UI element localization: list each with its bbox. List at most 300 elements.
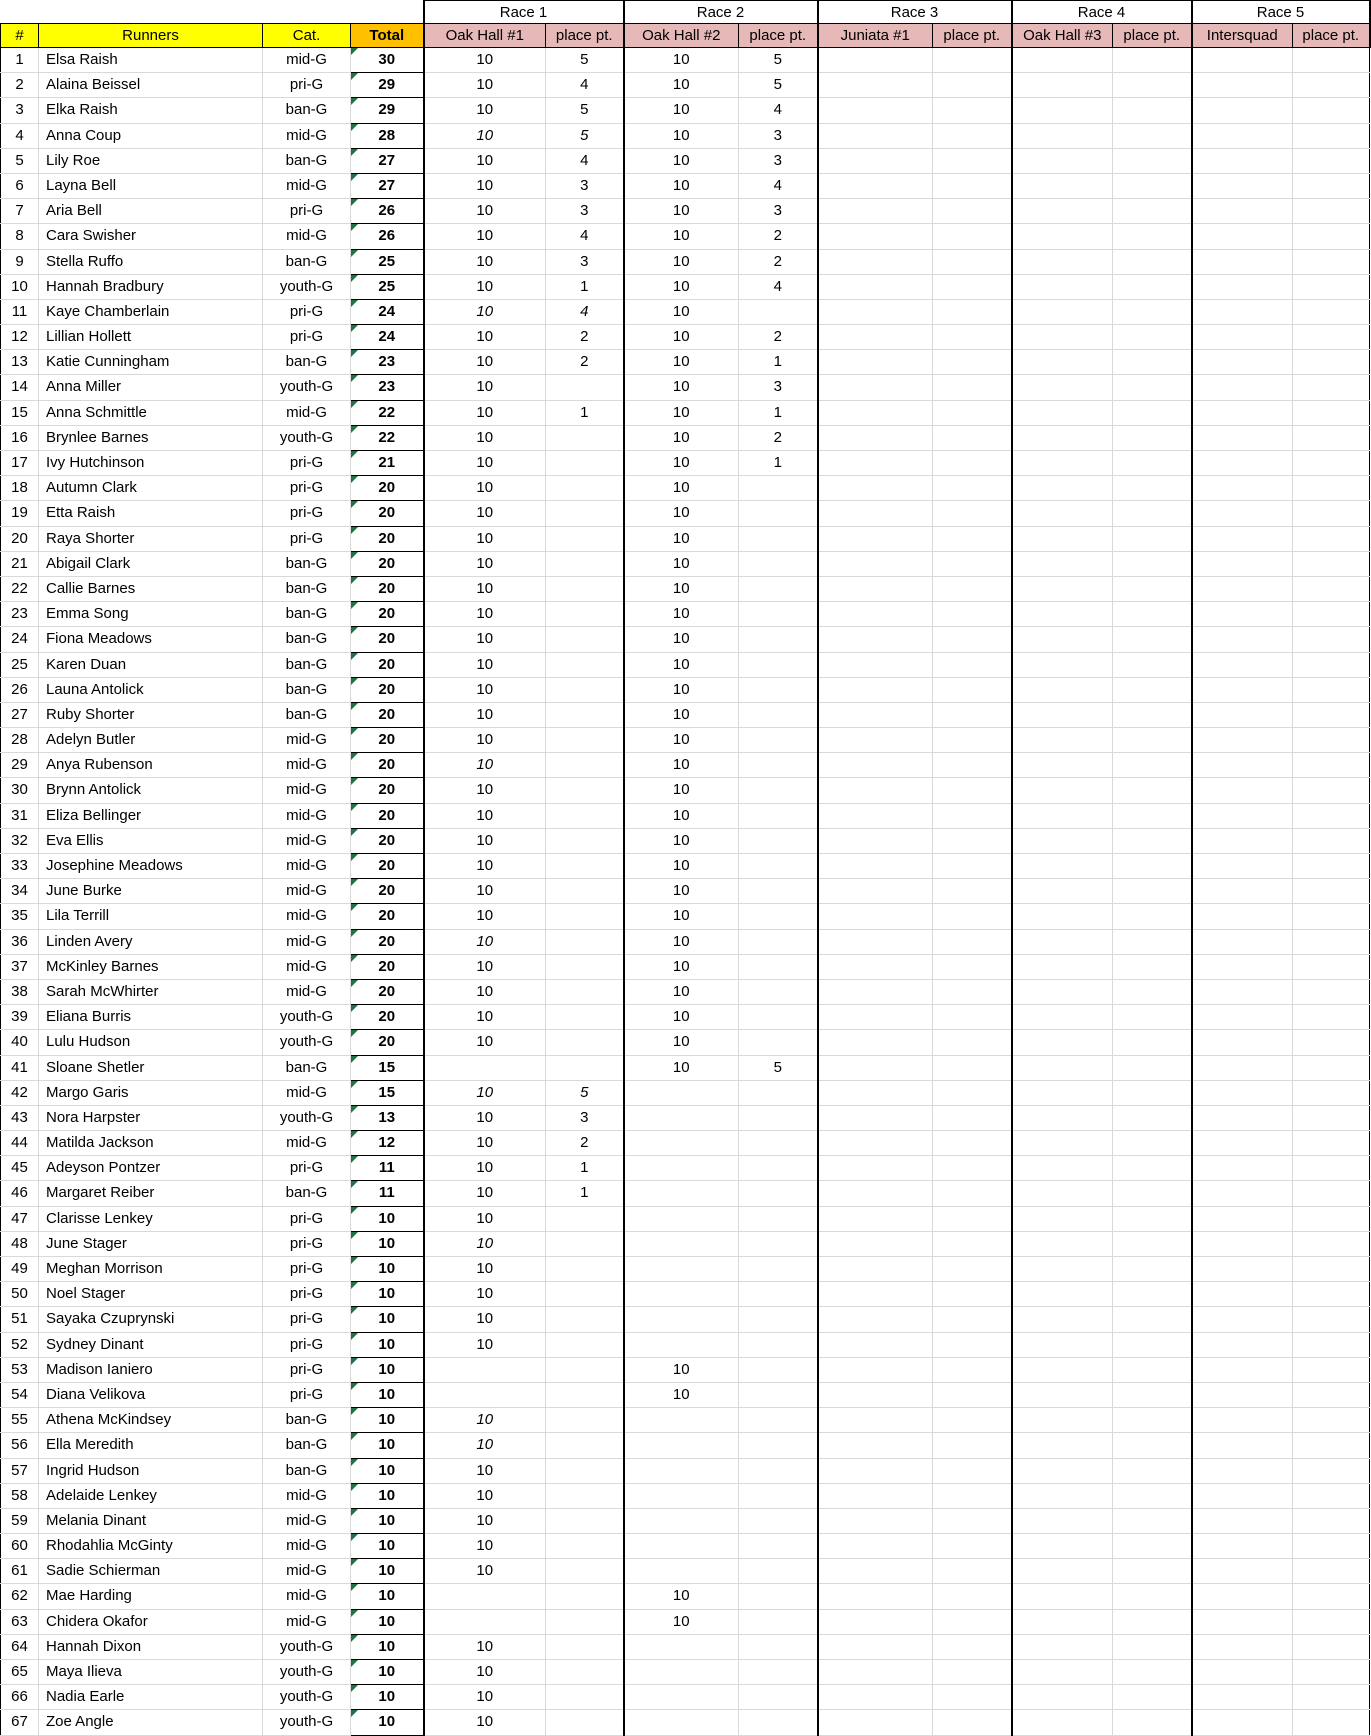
cell-r1p[interactable]: 2 <box>546 350 624 375</box>
cell-name[interactable]: Aria Bell <box>39 199 263 224</box>
cell-r1p[interactable]: 1 <box>546 400 624 425</box>
cell-num[interactable]: 4 <box>1 123 39 148</box>
cell-r1v[interactable]: 10 <box>424 1508 546 1533</box>
cell-num[interactable]: 33 <box>1 854 39 879</box>
cell-r5p[interactable] <box>1293 476 1370 501</box>
cell-total[interactable]: 29 <box>351 73 424 98</box>
cell-r5v[interactable] <box>1192 602 1293 627</box>
cell-name[interactable]: Melania Dinant <box>39 1508 263 1533</box>
cell-r2v[interactable]: 10 <box>624 476 739 501</box>
cell-r1v[interactable]: 10 <box>424 173 546 198</box>
cell-r3v[interactable] <box>818 400 933 425</box>
cell-total[interactable]: 24 <box>351 325 424 350</box>
cell-name[interactable]: Emma Song <box>39 602 263 627</box>
cell-r3p[interactable] <box>933 879 1012 904</box>
cell-r3v[interactable] <box>818 702 933 727</box>
cell-name[interactable]: Hannah Dixon <box>39 1634 263 1659</box>
cell-r5p[interactable] <box>1293 98 1370 123</box>
cell-r4p[interactable] <box>1113 702 1192 727</box>
cell-r2p[interactable] <box>739 1181 818 1206</box>
cell-r2v[interactable] <box>624 1685 739 1710</box>
cell-name[interactable]: Clarisse Lenkey <box>39 1206 263 1231</box>
cell-r3v[interactable] <box>818 274 933 299</box>
cell-r4p[interactable] <box>1113 1483 1192 1508</box>
cell-r4v[interactable] <box>1012 173 1113 198</box>
cell-r2p[interactable] <box>739 1231 818 1256</box>
cell-r5v[interactable] <box>1192 1534 1293 1559</box>
cell-r5v[interactable] <box>1192 1710 1293 1735</box>
cell-cat[interactable]: ban-G <box>263 702 351 727</box>
cell-r1p[interactable] <box>546 1408 624 1433</box>
cell-r2v[interactable]: 10 <box>624 803 739 828</box>
cell-name[interactable]: Nadia Earle <box>39 1685 263 1710</box>
cell-r2v[interactable]: 10 <box>624 1357 739 1382</box>
cell-r3p[interactable] <box>933 652 1012 677</box>
cell-total[interactable]: 20 <box>351 929 424 954</box>
cell-r1p[interactable] <box>546 1559 624 1584</box>
cell-r5v[interactable] <box>1192 98 1293 123</box>
cell-r2v[interactable]: 10 <box>624 123 739 148</box>
cell-total[interactable]: 13 <box>351 1105 424 1130</box>
cell-r2p[interactable] <box>739 1508 818 1533</box>
cell-num[interactable]: 55 <box>1 1408 39 1433</box>
cell-r4p[interactable] <box>1113 1710 1192 1735</box>
cell-cat[interactable]: mid-G <box>263 1609 351 1634</box>
cell-r3v[interactable] <box>818 551 933 576</box>
cell-name[interactable]: Adelyn Butler <box>39 728 263 753</box>
cell-r1v[interactable]: 10 <box>424 1080 546 1105</box>
cell-r3v[interactable] <box>818 1458 933 1483</box>
cell-r4v[interactable] <box>1012 1005 1113 1030</box>
cell-r4p[interactable] <box>1113 476 1192 501</box>
cell-name[interactable]: Sarah McWhirter <box>39 979 263 1004</box>
cell-name[interactable]: Ivy Hutchinson <box>39 451 263 476</box>
cell-total[interactable]: 27 <box>351 148 424 173</box>
cell-r5p[interactable] <box>1293 199 1370 224</box>
cell-r1v[interactable]: 10 <box>424 1307 546 1332</box>
cell-r4p[interactable] <box>1113 451 1192 476</box>
cell-r5v[interactable] <box>1192 576 1293 601</box>
cell-r2p[interactable] <box>739 576 818 601</box>
cell-r1v[interactable]: 10 <box>424 1408 546 1433</box>
cell-r5v[interactable] <box>1192 854 1293 879</box>
cell-r1p[interactable] <box>546 1433 624 1458</box>
cell-total[interactable]: 11 <box>351 1181 424 1206</box>
cell-r4v[interactable] <box>1012 1332 1113 1357</box>
cell-r2v[interactable]: 10 <box>624 576 739 601</box>
cell-r2v[interactable]: 10 <box>624 854 739 879</box>
cell-r4p[interactable] <box>1113 350 1192 375</box>
cell-r2p[interactable] <box>739 1307 818 1332</box>
cell-r2p[interactable] <box>739 677 818 702</box>
cell-r5p[interactable] <box>1293 803 1370 828</box>
cell-num[interactable]: 13 <box>1 350 39 375</box>
cell-r2v[interactable] <box>624 1458 739 1483</box>
cell-r5v[interactable] <box>1192 1458 1293 1483</box>
cell-total[interactable]: 10 <box>351 1382 424 1407</box>
cell-total[interactable]: 20 <box>351 854 424 879</box>
cell-r5v[interactable] <box>1192 904 1293 929</box>
cell-cat[interactable]: mid-G <box>263 879 351 904</box>
cell-r3p[interactable] <box>933 1080 1012 1105</box>
cell-cat[interactable]: ban-G <box>263 1055 351 1080</box>
cell-r3p[interactable] <box>933 1584 1012 1609</box>
cell-r3p[interactable] <box>933 274 1012 299</box>
cell-r5p[interactable] <box>1293 1660 1370 1685</box>
cell-r5p[interactable] <box>1293 425 1370 450</box>
cell-r4v[interactable] <box>1012 652 1113 677</box>
cell-r2p[interactable] <box>739 1005 818 1030</box>
cell-r2p[interactable] <box>739 1483 818 1508</box>
cell-r1p[interactable] <box>546 728 624 753</box>
cell-r5p[interactable] <box>1293 1710 1370 1735</box>
cell-r2p[interactable]: 3 <box>739 148 818 173</box>
cell-r5p[interactable] <box>1293 627 1370 652</box>
cell-name[interactable]: Alaina Beissel <box>39 73 263 98</box>
col-header-race5-placept[interactable]: place pt. <box>1293 24 1370 48</box>
cell-name[interactable]: Rhodahlia McGinty <box>39 1534 263 1559</box>
cell-num[interactable]: 61 <box>1 1559 39 1584</box>
cell-r1p[interactable] <box>546 1483 624 1508</box>
cell-total[interactable]: 10 <box>351 1332 424 1357</box>
cell-r2v[interactable]: 10 <box>624 375 739 400</box>
cell-r3v[interactable] <box>818 1257 933 1282</box>
cell-r1v[interactable]: 10 <box>424 803 546 828</box>
cell-r3v[interactable] <box>818 854 933 879</box>
cell-r1p[interactable] <box>546 929 624 954</box>
cell-r5p[interactable] <box>1293 702 1370 727</box>
cell-r4p[interactable] <box>1113 375 1192 400</box>
cell-num[interactable]: 52 <box>1 1332 39 1357</box>
cell-r2v[interactable] <box>624 1634 739 1659</box>
cell-r3v[interactable] <box>818 48 933 73</box>
cell-name[interactable]: Anna Schmittle <box>39 400 263 425</box>
cell-name[interactable]: Zoe Angle <box>39 1710 263 1735</box>
cell-total[interactable]: 10 <box>351 1206 424 1231</box>
cell-name[interactable]: Raya Shorter <box>39 526 263 551</box>
cell-r5v[interactable] <box>1192 148 1293 173</box>
cell-name[interactable]: Ruby Shorter <box>39 702 263 727</box>
cell-name[interactable]: Linden Avery <box>39 929 263 954</box>
cell-r1p[interactable]: 1 <box>546 1181 624 1206</box>
cell-r4v[interactable] <box>1012 274 1113 299</box>
cell-num[interactable]: 31 <box>1 803 39 828</box>
cell-r4v[interactable] <box>1012 400 1113 425</box>
cell-r2p[interactable] <box>739 1710 818 1735</box>
cell-r3v[interactable] <box>818 98 933 123</box>
cell-r3p[interactable] <box>933 677 1012 702</box>
cell-name[interactable]: Stella Ruffo <box>39 249 263 274</box>
cell-r4p[interactable] <box>1113 1534 1192 1559</box>
cell-r1v[interactable] <box>424 1609 546 1634</box>
cell-name[interactable]: Eva Ellis <box>39 828 263 853</box>
cell-r4p[interactable] <box>1113 1307 1192 1332</box>
cell-r4p[interactable] <box>1113 1005 1192 1030</box>
cell-r2p[interactable]: 4 <box>739 173 818 198</box>
cell-r2p[interactable] <box>739 803 818 828</box>
cell-r4v[interactable] <box>1012 1508 1113 1533</box>
cell-r1p[interactable] <box>546 576 624 601</box>
cell-r4p[interactable] <box>1113 1080 1192 1105</box>
cell-r4p[interactable] <box>1113 753 1192 778</box>
cell-r3v[interactable] <box>818 1408 933 1433</box>
cell-r2p[interactable] <box>739 728 818 753</box>
cell-num[interactable]: 45 <box>1 1156 39 1181</box>
cell-r4p[interactable] <box>1113 224 1192 249</box>
cell-r4v[interactable] <box>1012 1156 1113 1181</box>
cell-num[interactable]: 59 <box>1 1508 39 1533</box>
cell-r4v[interactable] <box>1012 702 1113 727</box>
cell-r4p[interactable] <box>1113 400 1192 425</box>
cell-r2v[interactable]: 10 <box>624 98 739 123</box>
cell-r5v[interactable] <box>1192 1357 1293 1382</box>
cell-r1p[interactable] <box>546 627 624 652</box>
cell-name[interactable]: Cara Swisher <box>39 224 263 249</box>
cell-num[interactable]: 43 <box>1 1105 39 1130</box>
cell-r3p[interactable] <box>933 224 1012 249</box>
cell-r4v[interactable] <box>1012 1357 1113 1382</box>
cell-r5v[interactable] <box>1192 1131 1293 1156</box>
cell-r2p[interactable] <box>739 1559 818 1584</box>
cell-r3p[interactable] <box>933 123 1012 148</box>
cell-r1p[interactable] <box>546 1307 624 1332</box>
cell-r2v[interactable] <box>624 1710 739 1735</box>
cell-num[interactable]: 18 <box>1 476 39 501</box>
cell-r2p[interactable] <box>739 929 818 954</box>
cell-r4v[interactable] <box>1012 451 1113 476</box>
cell-r1v[interactable]: 10 <box>424 728 546 753</box>
cell-cat[interactable]: mid-G <box>263 929 351 954</box>
cell-r3v[interactable] <box>818 325 933 350</box>
cell-r1v[interactable]: 10 <box>424 652 546 677</box>
cell-r5p[interactable] <box>1293 1257 1370 1282</box>
cell-r5p[interactable] <box>1293 979 1370 1004</box>
cell-total[interactable]: 10 <box>351 1508 424 1533</box>
cell-cat[interactable]: mid-G <box>263 1508 351 1533</box>
cell-r2p[interactable] <box>739 1584 818 1609</box>
cell-r5p[interactable] <box>1293 904 1370 929</box>
cell-r3p[interactable] <box>933 73 1012 98</box>
cell-num[interactable]: 65 <box>1 1660 39 1685</box>
cell-r1p[interactable]: 3 <box>546 249 624 274</box>
cell-r3p[interactable] <box>933 1181 1012 1206</box>
cell-r3v[interactable] <box>818 627 933 652</box>
cell-r4p[interactable] <box>1113 526 1192 551</box>
cell-r2v[interactable]: 10 <box>624 652 739 677</box>
cell-r3p[interactable] <box>933 249 1012 274</box>
cell-name[interactable]: Elka Raish <box>39 98 263 123</box>
cell-r1p[interactable] <box>546 1282 624 1307</box>
cell-r3p[interactable] <box>933 173 1012 198</box>
cell-name[interactable]: Hannah Bradbury <box>39 274 263 299</box>
cell-total[interactable]: 10 <box>351 1357 424 1382</box>
cell-r3v[interactable] <box>818 375 933 400</box>
cell-cat[interactable]: pri-G <box>263 526 351 551</box>
cell-r4v[interactable] <box>1012 854 1113 879</box>
cell-name[interactable]: Nora Harpster <box>39 1105 263 1130</box>
cell-r3p[interactable] <box>933 1282 1012 1307</box>
cell-r3p[interactable] <box>933 1055 1012 1080</box>
cell-r1p[interactable]: 5 <box>546 1080 624 1105</box>
cell-total[interactable]: 22 <box>351 425 424 450</box>
cell-num[interactable]: 5 <box>1 148 39 173</box>
cell-r1p[interactable] <box>546 1332 624 1357</box>
cell-r5v[interactable] <box>1192 652 1293 677</box>
cell-r2v[interactable] <box>624 1559 739 1584</box>
cell-cat[interactable]: mid-G <box>263 803 351 828</box>
cell-r5v[interactable] <box>1192 1080 1293 1105</box>
cell-cat[interactable]: ban-G <box>263 98 351 123</box>
cell-r2v[interactable]: 10 <box>624 627 739 652</box>
cell-r5v[interactable] <box>1192 501 1293 526</box>
cell-r5v[interactable] <box>1192 199 1293 224</box>
cell-total[interactable]: 23 <box>351 375 424 400</box>
cell-r4v[interactable] <box>1012 1534 1113 1559</box>
cell-name[interactable]: Brynlee Barnes <box>39 425 263 450</box>
cell-r3p[interactable] <box>933 375 1012 400</box>
cell-r4v[interactable] <box>1012 954 1113 979</box>
cell-r1v[interactable]: 10 <box>424 1030 546 1055</box>
cell-r2v[interactable]: 10 <box>624 1055 739 1080</box>
cell-r2v[interactable] <box>624 1181 739 1206</box>
col-header-runners[interactable]: Runners <box>39 24 263 48</box>
cell-r3v[interactable] <box>818 904 933 929</box>
cell-r1v[interactable]: 10 <box>424 1105 546 1130</box>
cell-r1p[interactable] <box>546 1458 624 1483</box>
cell-r5p[interactable] <box>1293 1307 1370 1332</box>
cell-r1p[interactable] <box>546 828 624 853</box>
cell-r3p[interactable] <box>933 778 1012 803</box>
cell-r5p[interactable] <box>1293 1483 1370 1508</box>
cell-r4p[interactable] <box>1113 1131 1192 1156</box>
cell-r1v[interactable]: 10 <box>424 1332 546 1357</box>
cell-r4v[interactable] <box>1012 1231 1113 1256</box>
cell-r4v[interactable] <box>1012 249 1113 274</box>
cell-r4v[interactable] <box>1012 677 1113 702</box>
cell-r1p[interactable] <box>546 501 624 526</box>
cell-name[interactable]: Lily Roe <box>39 148 263 173</box>
cell-total[interactable]: 10 <box>351 1710 424 1735</box>
cell-r3v[interactable] <box>818 526 933 551</box>
cell-total[interactable]: 10 <box>351 1634 424 1659</box>
cell-r1p[interactable] <box>546 954 624 979</box>
cell-r3p[interactable] <box>933 325 1012 350</box>
cell-num[interactable]: 28 <box>1 728 39 753</box>
cell-r3v[interactable] <box>818 1609 933 1634</box>
cell-cat[interactable]: ban-G <box>263 1181 351 1206</box>
cell-num[interactable]: 19 <box>1 501 39 526</box>
cell-r5p[interactable] <box>1293 400 1370 425</box>
cell-r4v[interactable] <box>1012 1634 1113 1659</box>
cell-r2p[interactable]: 3 <box>739 123 818 148</box>
cell-r1p[interactable]: 3 <box>546 199 624 224</box>
cell-r5v[interactable] <box>1192 1559 1293 1584</box>
cell-r3v[interactable] <box>818 1080 933 1105</box>
cell-name[interactable]: Sadie Schierman <box>39 1559 263 1584</box>
cell-r2v[interactable]: 10 <box>624 451 739 476</box>
cell-r1p[interactable] <box>546 1206 624 1231</box>
cell-r5v[interactable] <box>1192 929 1293 954</box>
cell-cat[interactable]: pri-G <box>263 476 351 501</box>
cell-r1v[interactable]: 10 <box>424 929 546 954</box>
cell-r3v[interactable] <box>818 1710 933 1735</box>
cell-r4v[interactable] <box>1012 1382 1113 1407</box>
cell-r4v[interactable] <box>1012 123 1113 148</box>
cell-num[interactable]: 22 <box>1 576 39 601</box>
cell-r1p[interactable]: 3 <box>546 1105 624 1130</box>
cell-r3p[interactable] <box>933 1206 1012 1231</box>
cell-r1p[interactable] <box>546 551 624 576</box>
cell-r1p[interactable] <box>546 652 624 677</box>
cell-cat[interactable]: mid-G <box>263 828 351 853</box>
cell-r5p[interactable] <box>1293 1282 1370 1307</box>
cell-name[interactable]: Fiona Meadows <box>39 627 263 652</box>
cell-cat[interactable]: mid-G <box>263 48 351 73</box>
cell-r1v[interactable]: 10 <box>424 451 546 476</box>
cell-r5v[interactable] <box>1192 1508 1293 1533</box>
cell-total[interactable]: 20 <box>351 501 424 526</box>
cell-r2p[interactable]: 2 <box>739 325 818 350</box>
cell-r4p[interactable] <box>1113 602 1192 627</box>
cell-r1p[interactable] <box>546 904 624 929</box>
cell-r4p[interactable] <box>1113 98 1192 123</box>
race-4-group-header[interactable]: Race 4 <box>1012 1 1192 24</box>
cell-r5p[interactable] <box>1293 1055 1370 1080</box>
cell-r1v[interactable]: 10 <box>424 1156 546 1181</box>
cell-r3p[interactable] <box>933 1534 1012 1559</box>
cell-total[interactable]: 15 <box>351 1055 424 1080</box>
cell-r3p[interactable] <box>933 501 1012 526</box>
cell-r5v[interactable] <box>1192 1685 1293 1710</box>
cell-r3v[interactable] <box>818 1131 933 1156</box>
cell-r5v[interactable] <box>1192 1156 1293 1181</box>
cell-total[interactable]: 25 <box>351 274 424 299</box>
cell-r2p[interactable] <box>739 1609 818 1634</box>
cell-total[interactable]: 10 <box>351 1534 424 1559</box>
cell-r2p[interactable] <box>739 1332 818 1357</box>
cell-r4p[interactable] <box>1113 1382 1192 1407</box>
cell-r3v[interactable] <box>818 1231 933 1256</box>
cell-r1v[interactable]: 10 <box>424 1559 546 1584</box>
cell-r1p[interactable] <box>546 1382 624 1407</box>
cell-total[interactable]: 10 <box>351 1609 424 1634</box>
cell-r5p[interactable] <box>1293 526 1370 551</box>
cell-r4p[interactable] <box>1113 1257 1192 1282</box>
cell-r4p[interactable] <box>1113 828 1192 853</box>
cell-r3p[interactable] <box>933 1458 1012 1483</box>
cell-r4v[interactable] <box>1012 1080 1113 1105</box>
cell-num[interactable]: 49 <box>1 1257 39 1282</box>
cell-cat[interactable]: pri-G <box>263 1257 351 1282</box>
cell-r4p[interactable] <box>1113 1559 1192 1584</box>
col-header-race1-venue[interactable]: Oak Hall #1 <box>424 24 546 48</box>
cell-r3p[interactable] <box>933 1660 1012 1685</box>
cell-r4v[interactable] <box>1012 1206 1113 1231</box>
cell-r5p[interactable] <box>1293 652 1370 677</box>
cell-r1p[interactable] <box>546 1660 624 1685</box>
cell-r2v[interactable] <box>624 1660 739 1685</box>
cell-r3v[interactable] <box>818 929 933 954</box>
cell-r5p[interactable] <box>1293 929 1370 954</box>
cell-num[interactable]: 23 <box>1 602 39 627</box>
cell-total[interactable]: 20 <box>351 879 424 904</box>
cell-name[interactable]: Brynn Antolick <box>39 778 263 803</box>
cell-r5v[interactable] <box>1192 1483 1293 1508</box>
cell-r2v[interactable] <box>624 1282 739 1307</box>
cell-r3v[interactable] <box>818 249 933 274</box>
cell-r1v[interactable]: 10 <box>424 602 546 627</box>
cell-total[interactable]: 20 <box>351 576 424 601</box>
